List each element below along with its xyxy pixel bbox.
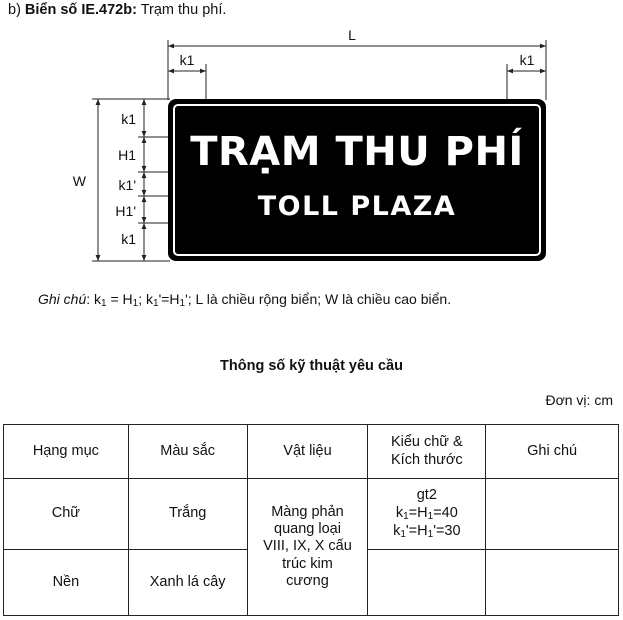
- cell-category: Chữ: [4, 479, 129, 550]
- note-sub: 1: [132, 298, 139, 309]
- note-part: = H: [106, 291, 133, 307]
- heading-sign-name: Trạm thu phí.: [136, 2, 227, 18]
- dim-H1-prime-label: H1': [115, 203, 136, 219]
- fs-part: =H: [408, 504, 428, 521]
- fs-sub: 1: [427, 510, 434, 522]
- table-header-row: [4, 425, 619, 479]
- table-row: [4, 479, 619, 550]
- note-sub: 1: [153, 298, 159, 309]
- fs-part: k: [395, 504, 404, 521]
- header-font-size: Kiểu chữ & Kích thước: [368, 425, 486, 479]
- fs-sub: 1: [400, 528, 406, 540]
- fs-part: k: [393, 522, 401, 539]
- footnote: [38, 291, 451, 309]
- footnote-label: Ghi chú: [38, 291, 87, 307]
- note-part: ; k: [138, 291, 154, 307]
- note-sub: 1: [101, 298, 107, 309]
- dim-k1-top-label: k1: [121, 111, 136, 127]
- fs-part: '=30: [433, 522, 461, 539]
- font-size-line-2: [371, 523, 482, 541]
- sign-border: [173, 104, 541, 256]
- sign-text-vietnamese: TRẠM THU PHÍ: [190, 129, 524, 175]
- cell-material: Màng phản quang loại VIII, IX, X cấu trúc kim cương: [247, 479, 368, 616]
- font-name: gt2: [416, 487, 437, 504]
- dim-H1-label: H1: [118, 147, 136, 163]
- cell-notes: [486, 479, 619, 550]
- cell-category: Nền: [4, 550, 129, 616]
- dim-W-label: W: [72, 173, 86, 189]
- heading-sign-code: Biển số IE.472b:: [24, 2, 137, 18]
- toll-plaza-sign: [168, 99, 546, 261]
- cell-font-size: [368, 479, 486, 550]
- dim-k1-right-label: k1: [519, 52, 535, 68]
- fs-part: =40: [433, 504, 458, 521]
- note-sub: 1: [179, 298, 186, 309]
- fs-part: '=H: [405, 522, 428, 539]
- dim-L-label: L: [348, 27, 356, 43]
- spec-table: [3, 424, 619, 616]
- cell-notes: [486, 550, 619, 616]
- header-notes: Ghi chú: [486, 425, 619, 479]
- table-title: Thông số kỹ thuật yêu cầu: [220, 358, 403, 374]
- sign-text-english: TOLL PLAZA: [257, 191, 457, 222]
- fs-sub: 1: [427, 528, 434, 540]
- cell-color: Trắng: [128, 479, 247, 550]
- note-part: '=H: [158, 291, 180, 307]
- dim-k1-bottom-label: k1: [121, 231, 136, 247]
- header-material: Vật liệu: [247, 425, 368, 479]
- dim-k1-prime-label: k1': [118, 177, 136, 193]
- note-part: : k: [86, 291, 102, 307]
- font-size-line-1: [371, 505, 482, 523]
- cell-color: Xanh lá cây: [128, 550, 247, 616]
- heading-prefix: b): [8, 2, 25, 18]
- note-part: '; L là chiều rộng biển; W là chiều cao biển.: [185, 291, 452, 307]
- fs-sub: 1: [403, 510, 409, 522]
- dim-k1-left-label: k1: [179, 52, 195, 68]
- header-color: Màu sắc: [128, 425, 247, 479]
- header-category: Hạng mục: [4, 425, 129, 479]
- cell-font-size: [368, 550, 486, 616]
- unit-label: Đơn vị: cm: [545, 392, 613, 408]
